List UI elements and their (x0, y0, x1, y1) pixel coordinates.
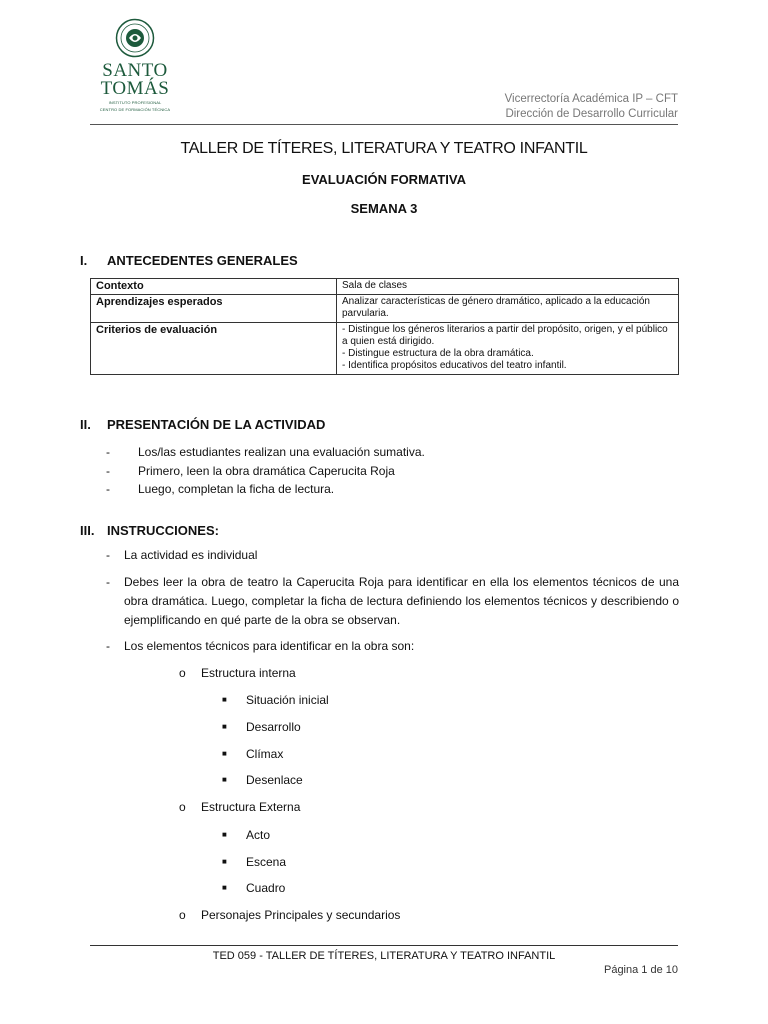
list-item: - Primero, leen la obra dramática Caperucita Roja (106, 463, 395, 478)
list-item: ■ Clímax (222, 747, 284, 761)
activity-list (106, 443, 425, 499)
list-item: ■ Desarrollo (222, 720, 301, 734)
header-line-2: Dirección de Desarrollo Curricular (505, 108, 678, 120)
section-2-number: II. (80, 417, 91, 432)
section-1-heading (80, 253, 298, 268)
table-label: Aprendizajes esperados (91, 295, 337, 323)
table-value: Analizar características de género dramático, aplicado a la educación parvularia. (337, 295, 679, 323)
footer-title: TED 059 - TALLER DE TÍTERES, LITERATURA Y TEATRO INFANTIL (212, 950, 556, 962)
document-subtitle: EVALUACIÓN FORMATIVA (302, 172, 466, 187)
header-line-1: Vicerrectoría Académica IP – CFT (504, 93, 678, 105)
list-item: ■ Cuadro (222, 881, 286, 895)
list-item: ■ Situación inicial (222, 693, 329, 707)
seal-icon (115, 18, 155, 58)
table-row (91, 279, 679, 295)
document-week: SEMANA 3 (350, 201, 418, 216)
list-item: ■ Desenlace (222, 773, 303, 787)
section-1-number: I. (80, 253, 88, 268)
logo-line-2: TOMÁS (100, 78, 170, 99)
list-item: ■ Escena (222, 855, 287, 869)
structure-group: o Estructura interna (179, 666, 296, 680)
footer-divider (90, 945, 678, 946)
table-row (91, 323, 679, 375)
header-divider (90, 124, 678, 125)
structure-group: o Estructura Externa (179, 800, 301, 814)
instruction-item: - La actividad es individual (106, 548, 258, 562)
document-title: TALLER DE TÍTERES, LITERATURA Y TEATRO INFANTIL (180, 140, 588, 157)
section-2-heading (80, 417, 325, 432)
instruction-item: - Debes leer la obra de teatro la Caperucita Roja para identificar en ella los elementos técnicos de una obra dramática. Luego, completar la ficha de lectura definiendo los elementos técnicos y describiendo o ejemplificando en qué parte de la obra se observan. (106, 575, 679, 627)
table-value: - Distingue los géneros literarios a partir del propósito, origen, y el público a quien está dirigido. - Distingue estructura de la obra dramática. - Identifica propósitos educativos del teatro infantil. (337, 323, 679, 375)
institution-logo (90, 18, 180, 112)
list-item: ■ Acto (222, 828, 271, 842)
instruction-item: - Los elementos técnicos para identificar en la obra son: (106, 639, 415, 653)
logo-sub-2: CENTRO DE FORMACIÓN TÉCNICA (99, 107, 171, 112)
general-info-table (90, 278, 679, 375)
section-1-title: ANTECEDENTES GENERALES (107, 253, 298, 268)
section-2-title: PRESENTACIÓN DE LA ACTIVIDAD (107, 417, 326, 432)
list-item: - Luego, completan la ficha de lectura. (106, 482, 335, 496)
structure-group: o Personajes Principales y secundarios (179, 908, 401, 922)
header-info (505, 92, 678, 122)
table-label: Contexto (91, 279, 337, 295)
logo-line-1: SANTO (102, 60, 168, 81)
table-value: Sala de clases (337, 279, 679, 295)
section-3-heading (80, 523, 219, 538)
logo-sub-1: INSTITUTO PROFESIONAL (108, 100, 162, 105)
page-number: Página 1 de 10 (603, 964, 678, 976)
section-3-title: INSTRUCCIONES: (107, 523, 219, 538)
section-3-number: III. (80, 523, 95, 538)
table-row (91, 295, 679, 323)
table-label: Criterios de evaluación (91, 323, 337, 375)
list-item: - Los/las estudiantes realizan una evaluación sumativa. (106, 445, 425, 459)
